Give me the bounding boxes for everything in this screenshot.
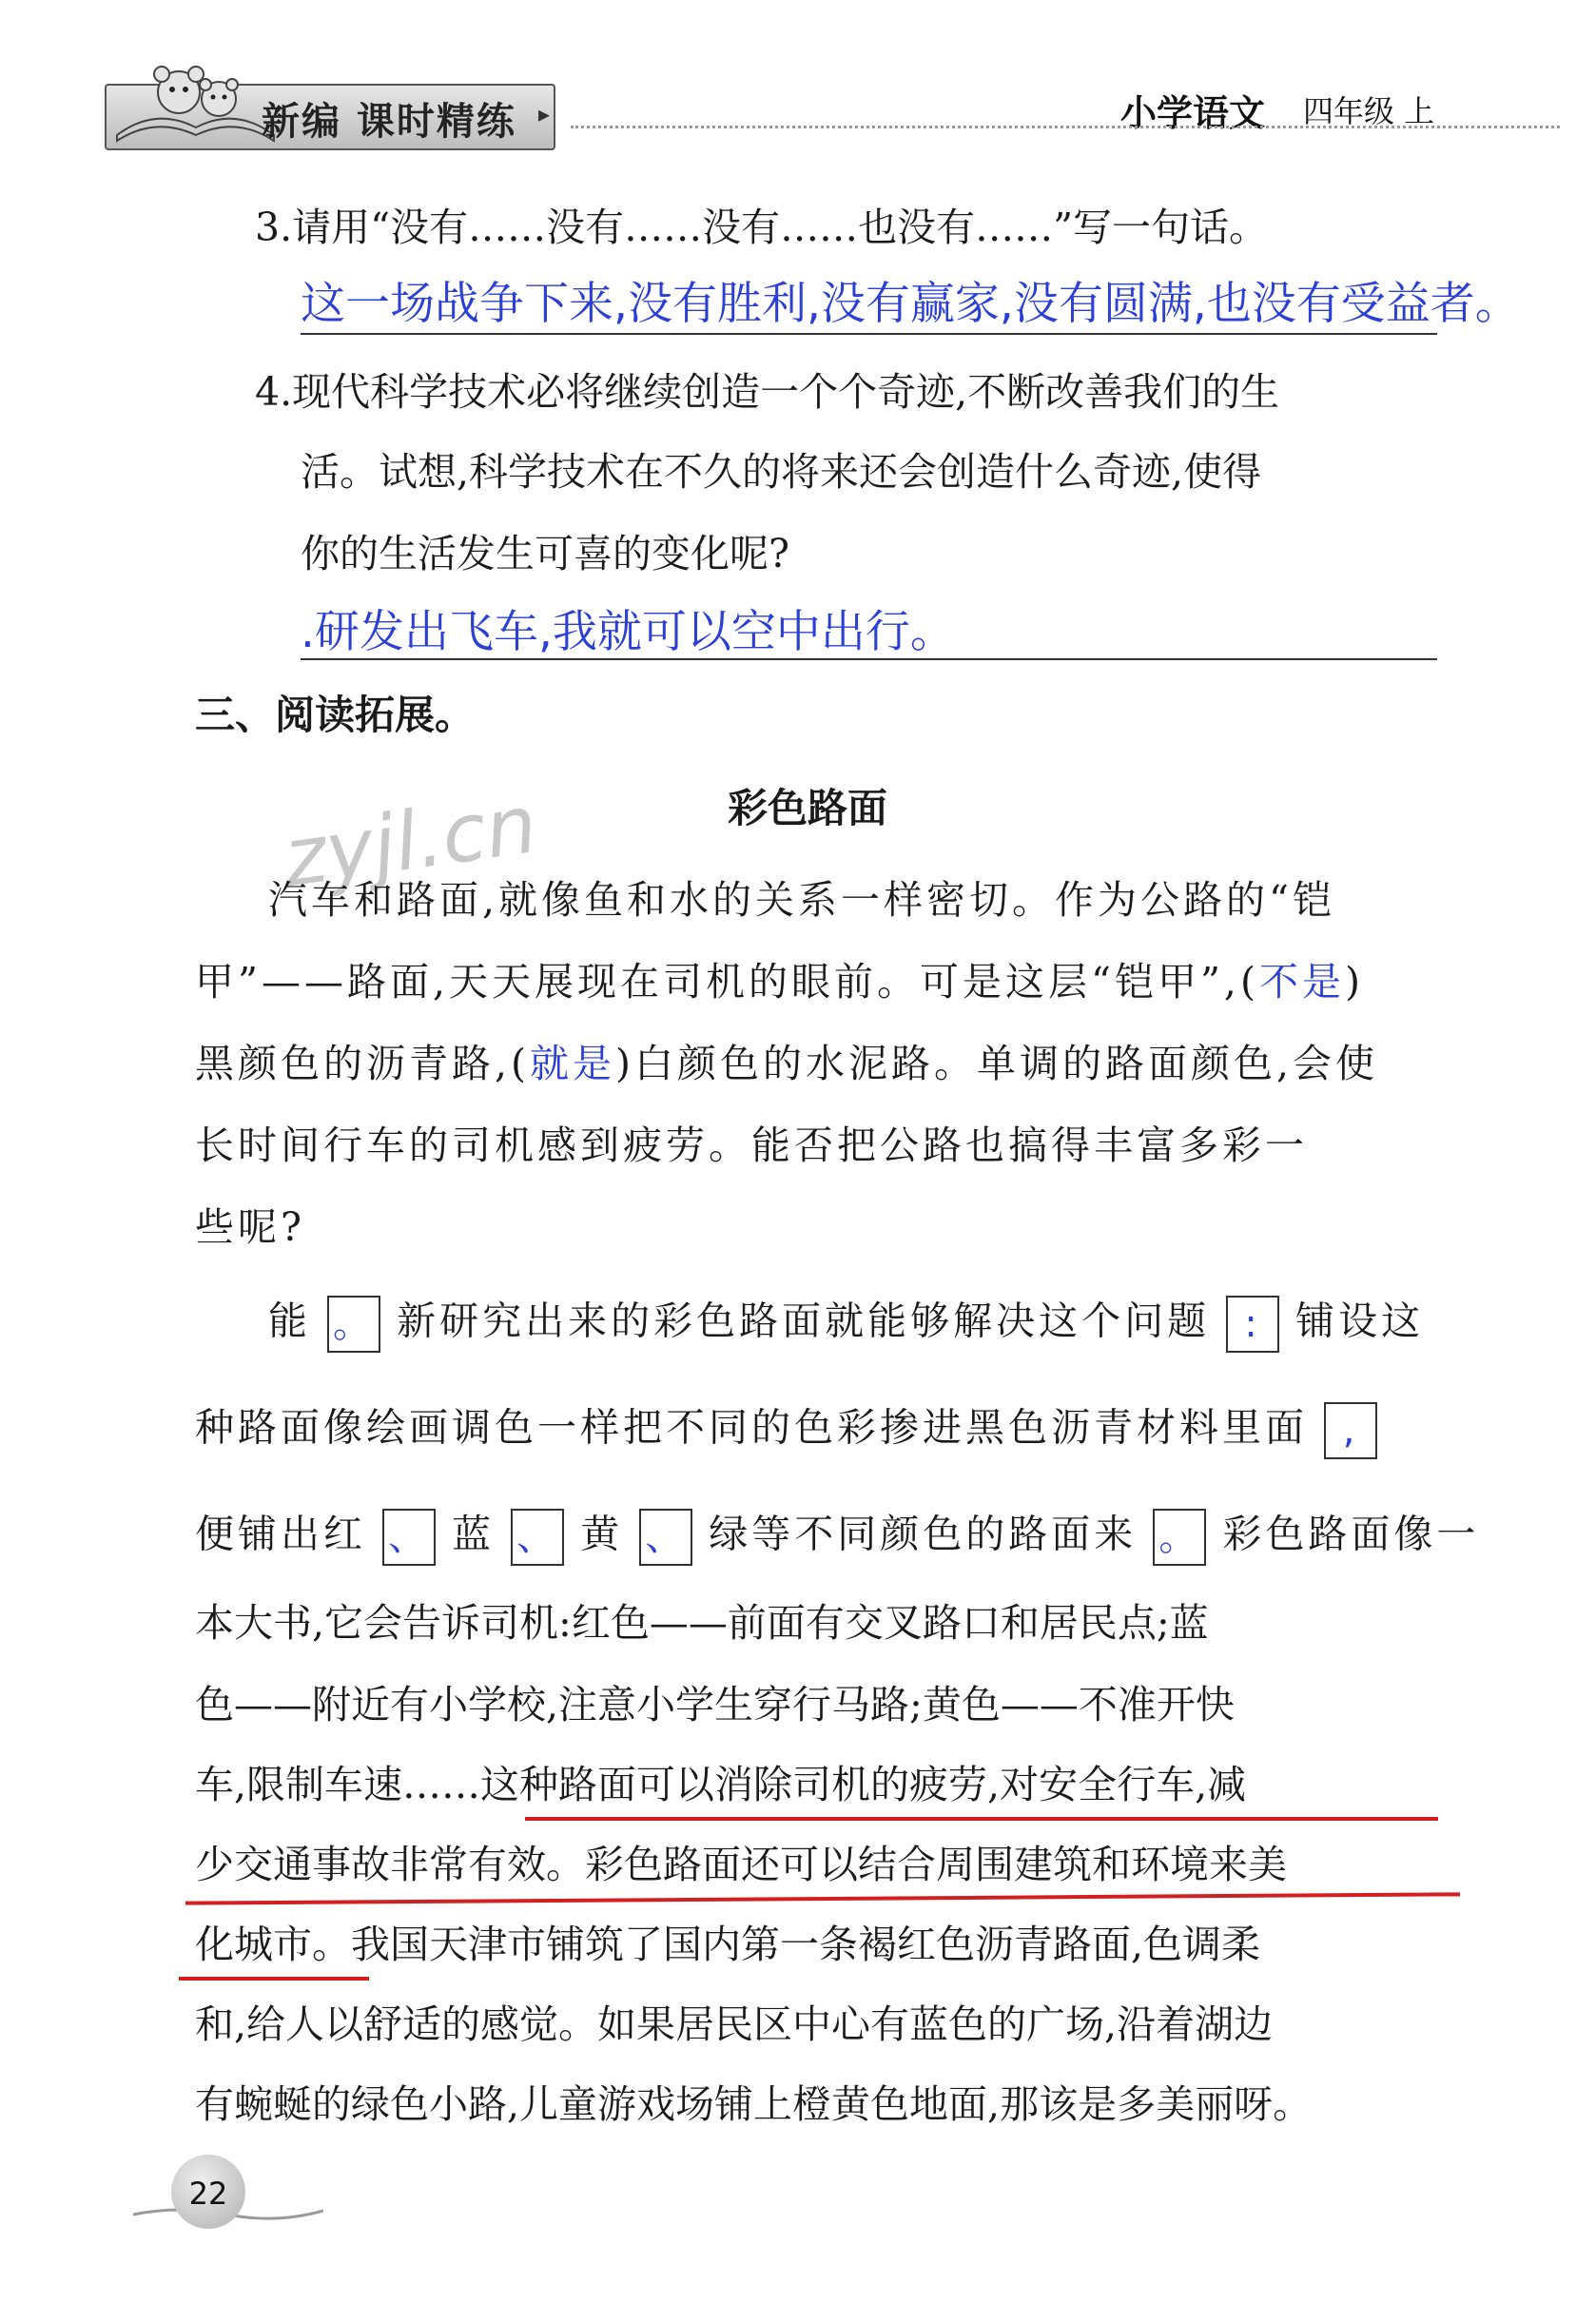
passage-p2-line-5: 色——附近有小学校,注意小学生穿行马路;黄色——不准开快	[195, 1682, 1235, 1728]
header-arrow-icon: ▸	[538, 101, 551, 127]
subject-label: 小学语文	[1120, 92, 1266, 134]
grade-label: 四年级 上	[1303, 93, 1435, 129]
passage-title: 彩色路面	[728, 785, 888, 831]
header-divider	[571, 126, 1560, 128]
passage-p2-line-9: 和,给人以舒适的感觉。如果居民区中心有蓝色的广场,沿着湖边	[195, 2001, 1274, 2047]
red-underline-2	[185, 1892, 1460, 1904]
passage-p2-line-4: 本大书,它会告诉司机:红色——前面有交叉路口和居民点;蓝	[195, 1600, 1209, 1646]
blank-answer-1: 不是	[1258, 959, 1345, 1005]
passage-p2-line-1: 能 。 新研究出来的彩色路面就能够解决这个问题 : 铺设这	[268, 1296, 1424, 1353]
question-4-line-1: 4.现代科学技术必将继续创造一个个奇迹,不断改善我们的生	[255, 369, 1280, 415]
section-title: 三、阅读拓展。	[195, 692, 476, 738]
punctuation-box-3[interactable]: ,	[1324, 1402, 1377, 1459]
punctuation-box-6[interactable]: 、	[639, 1509, 692, 1566]
passage-p2-line-6: 车,限制车速……这种路面可以消除司机的疲劳,对安全行车,减	[195, 1762, 1247, 1807]
passage-p2-line-2: 种路面像绘画调色一样把不同的色彩掺进黑色沥青材料里面 ,	[195, 1402, 1377, 1459]
book-bear-logo-icon	[112, 40, 279, 145]
passage-p1-line-4: 长时间行车的司机感到疲劳。能否把公路也搞得丰富多彩一	[195, 1122, 1308, 1168]
red-underline-1	[525, 1817, 1438, 1821]
question-4-answer: .研发出飞车,我就可以空中出行。	[301, 606, 955, 658]
answer-line-3	[301, 333, 1437, 335]
watermark: zyjl.cn	[278, 776, 543, 906]
question-4-line-3: 你的生活发生可喜的变化呢?	[301, 531, 789, 576]
passage-p1-line-3: 黑颜色的沥青路,(就是)白颜色的水泥路。单调的路面颜色,会使	[195, 1041, 1379, 1086]
question-3-prompt: 3.请用“没有……没有……没有……也没有……”写一句话。	[255, 205, 1269, 250]
punctuation-box-5[interactable]: 、	[511, 1509, 564, 1566]
passage-p1-line-1: 汽车和路面,就像鱼和水的关系一样密切。作为公路的“铠	[268, 877, 1335, 923]
passage-p2-line-7: 少交通事故非常有效。彩色路面还可以结合周围建筑和环境来美	[195, 1842, 1287, 1887]
passage-p2-line-10: 有蜿蜒的绿色小路,儿童游戏场铺上橙黄色地面,那该是多美丽呀。	[195, 2081, 1313, 2127]
passage-p2-line-8: 化城市。我国天津市铺筑了国内第一条褐红色沥青路面,色调柔	[195, 1922, 1261, 1967]
series-title: 新编 课时精练	[262, 100, 516, 144]
passage-p1-line-2: 甲”——路面,天天展现在司机的眼前。可是这层“铠甲”,(不是)	[195, 959, 1364, 1005]
punctuation-box-2[interactable]: :	[1226, 1296, 1279, 1353]
passage-p2-line-3: 便铺出红 、 蓝 、 黄 、 绿等不同颜色的路面来 。 彩色路面像一	[195, 1509, 1479, 1566]
page-number: 22	[188, 2176, 228, 2212]
passage-p1-line-5: 些呢?	[195, 1204, 305, 1250]
question-4-line-2: 活。试想,科学技术在不久的将来还会创造什么奇迹,使得	[301, 449, 1262, 495]
blank-answer-2: 就是	[530, 1041, 616, 1086]
punctuation-box-1[interactable]: 。	[327, 1296, 380, 1353]
punctuation-box-7[interactable]: 。	[1153, 1509, 1206, 1566]
punctuation-box-4[interactable]: 、	[382, 1509, 436, 1566]
red-underline-3	[179, 1977, 369, 1981]
question-3-answer: 这一场战争下来,没有胜利,没有赢家,没有圆满,也没有受益者。	[301, 278, 1520, 330]
answer-line-4	[301, 658, 1437, 660]
